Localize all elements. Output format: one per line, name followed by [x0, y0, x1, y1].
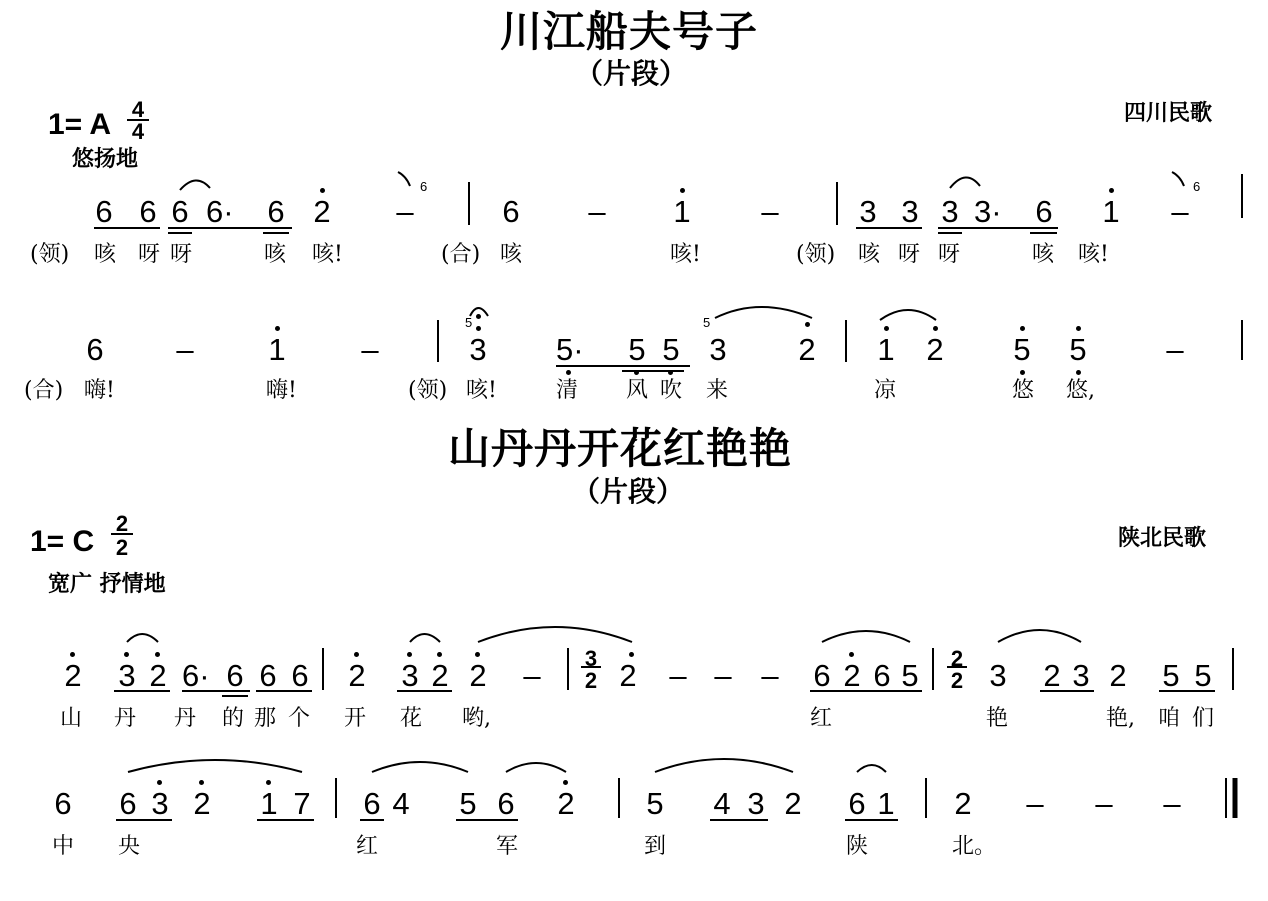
meter-change-bottom: 2 [584, 668, 598, 693]
song1-subtitle: （片段） [575, 57, 688, 90]
song2-time-bottom: 2 [115, 535, 129, 560]
lyric: (领) [408, 378, 448, 403]
grace-note: 5 [703, 315, 711, 330]
lyric: 到 [644, 834, 667, 859]
note: 6 [86, 332, 104, 367]
note: 1 [877, 786, 895, 821]
note: 3 [747, 786, 765, 821]
note: 2 [926, 332, 944, 367]
song2-time-top: 2 [115, 511, 129, 536]
note: 5 [646, 786, 664, 821]
lyric: 那 [254, 706, 277, 731]
lyric: 艳 [986, 706, 1009, 731]
note: 6 [119, 786, 137, 821]
grace-note: 6 [1193, 179, 1201, 194]
note: – [523, 658, 541, 693]
note: – [1166, 332, 1184, 367]
lyric: 咳 [94, 242, 117, 267]
lyric: 咳 [500, 242, 523, 267]
note: 6· [206, 194, 234, 229]
note: 3· [974, 194, 1002, 229]
lyric: 呀 [170, 242, 193, 267]
lyric: 丹 [174, 706, 197, 731]
note: 7 [293, 786, 311, 821]
note: – [361, 332, 379, 367]
lyric: 嗨! [266, 378, 297, 403]
note: 6 [873, 658, 891, 693]
note: 5 [662, 332, 680, 367]
song2-title: 山丹丹开花红艳艳 [448, 424, 793, 473]
note: 6 [291, 658, 309, 693]
lyric: 个 [288, 706, 311, 731]
lyric: 来 [706, 378, 729, 403]
lyric: 北。 [952, 834, 997, 859]
note: 6 [95, 194, 113, 229]
note: 3 [901, 194, 919, 229]
grace-note: 5 [465, 315, 473, 330]
lyric: (合) [441, 242, 481, 267]
lyric: 呀 [938, 242, 961, 267]
note: 1 [260, 786, 278, 821]
note: 5 [1194, 658, 1212, 693]
note: – [588, 194, 606, 229]
note: 2 [1109, 658, 1127, 693]
lyric: 中 [52, 834, 75, 859]
song1-key: 1= A [48, 108, 112, 141]
lyric: 山 [60, 706, 83, 731]
note: 1 [268, 332, 286, 367]
note: 3 [989, 658, 1007, 693]
lyric: 咳! [1078, 242, 1109, 267]
lyric: 咳 [1032, 242, 1055, 267]
lyric: 军 [496, 834, 519, 859]
note: 2 [64, 658, 82, 693]
note: 2 [619, 658, 637, 693]
note: 3 [941, 194, 959, 229]
note: 6 [259, 658, 277, 693]
note: – [176, 332, 194, 367]
lyric: (领) [30, 242, 70, 267]
lyric: 咳! [312, 242, 343, 267]
note: 2 [431, 658, 449, 693]
note: 6 [363, 786, 381, 821]
note: 4 [392, 786, 410, 821]
note: 2 [193, 786, 211, 821]
note: 2 [798, 332, 816, 367]
lyric: 红 [356, 834, 379, 859]
note: 2 [149, 658, 167, 693]
note: 3 [118, 658, 136, 693]
lyric: 丹 [114, 706, 137, 731]
note: – [1026, 786, 1044, 821]
song2-subtitle: （片段） [572, 475, 685, 508]
lyric: 悠, [1066, 378, 1095, 403]
meter-change-top: 3 [584, 646, 598, 671]
note: 2 [784, 786, 802, 821]
lyric: 吹 [660, 378, 683, 403]
song1-title: 川江船夫号子 [500, 7, 759, 56]
meter-change-bottom: 2 [950, 668, 964, 693]
lyric: 咳 [264, 242, 287, 267]
note: 6 [139, 194, 157, 229]
note: 6 [171, 194, 189, 229]
lyric: 风 [626, 378, 649, 403]
note: 4 [713, 786, 731, 821]
lyric: 们 [1192, 706, 1215, 731]
song2-key: 1= C [30, 525, 95, 558]
note: 3 [709, 332, 727, 367]
note: 6 [54, 786, 72, 821]
note: 3 [401, 658, 419, 693]
note: 5 [459, 786, 477, 821]
lyric: 呀 [138, 242, 161, 267]
note: 3 [151, 786, 169, 821]
note: 6 [813, 658, 831, 693]
note: 2 [469, 658, 487, 693]
meter-change-top: 2 [950, 646, 964, 671]
lyric: 悠 [1012, 378, 1035, 403]
note: 3 [859, 194, 877, 229]
note: – [1163, 786, 1181, 821]
note: 2 [843, 658, 861, 693]
lyric: (合) [24, 378, 64, 403]
lyric: 艳, [1106, 706, 1135, 731]
note: 1 [877, 332, 895, 367]
note: – [396, 194, 414, 229]
note: 3 [469, 332, 487, 367]
note: – [761, 194, 779, 229]
lyric: 嗨! [84, 378, 115, 403]
note: 6 [226, 658, 244, 693]
note: 2 [1043, 658, 1061, 693]
lyric: 的 [222, 706, 245, 731]
note: 2 [954, 786, 972, 821]
note: 5 [1013, 332, 1031, 367]
note: 1 [673, 194, 691, 229]
song2-source: 陕北民歌 [1118, 526, 1207, 551]
note: 6 [502, 194, 520, 229]
lyric: 哟, [462, 706, 491, 731]
song1-tempo: 悠扬地 [72, 147, 139, 172]
note: – [761, 658, 779, 693]
lyric: 咳 [858, 242, 881, 267]
lyric: 呀 [898, 242, 921, 267]
note: 5 [1162, 658, 1180, 693]
lyric: 清 [556, 378, 579, 403]
note: 5 [901, 658, 919, 693]
song1-source: 四川民歌 [1124, 101, 1213, 126]
lyric: 开 [344, 706, 367, 731]
song1-time-top: 4 [131, 97, 145, 122]
song1-time-bottom: 4 [131, 119, 145, 144]
lyric: 红 [810, 706, 833, 731]
grace-note: 6 [420, 179, 428, 194]
note: 6 [497, 786, 515, 821]
note: 6 [267, 194, 285, 229]
note: – [669, 658, 687, 693]
note: 2 [313, 194, 331, 229]
note: 2 [348, 658, 366, 693]
note: 6 [848, 786, 866, 821]
note: 5· [556, 332, 584, 367]
note: 1 [1102, 194, 1120, 229]
lyric: 央 [118, 834, 141, 859]
note: 6 [1035, 194, 1053, 229]
note: – [714, 658, 732, 693]
lyric: 陕 [846, 834, 869, 859]
lyric: 咳! [466, 378, 497, 403]
lyric: 咱 [1158, 706, 1181, 731]
note: 3 [1072, 658, 1090, 693]
note: – [1095, 786, 1113, 821]
lyric: 咳! [670, 242, 701, 267]
lyric: 凉 [874, 378, 897, 403]
lyric: 花 [400, 706, 423, 731]
note: 5 [628, 332, 646, 367]
note: 6· [182, 658, 210, 693]
song2-tempo: 宽广 抒情地 [48, 572, 166, 597]
lyric: (领) [796, 242, 836, 267]
note: 5 [1069, 332, 1087, 367]
note: 2 [557, 786, 575, 821]
note: – [1171, 194, 1189, 229]
